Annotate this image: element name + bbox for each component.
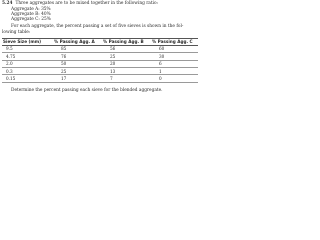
header-passing-agg-c: % Passing Agg. C — [151, 38, 198, 45]
agg-b-cell: 25 — [102, 53, 151, 60]
description-line: For each aggregate, the percent passing a set of five sieves is shown in the fol- — [11, 24, 184, 29]
sieve-size-cell: 4.75 — [2, 53, 53, 60]
agg-c-cell: 0 — [151, 75, 198, 82]
problem-number: 5.24 — [2, 1, 13, 6]
sieve-size-cell: 9.5 — [2, 45, 53, 52]
agg-a-cell: 50 — [53, 60, 102, 67]
sieve-size-cell: 0.3 — [2, 68, 53, 75]
agg-a-cell: 76 — [53, 53, 102, 60]
proportion-list — [11, 7, 51, 23]
table-row — [2, 53, 198, 60]
table-row — [2, 60, 198, 67]
table-header-row — [2, 38, 198, 45]
problem-intro-text: Three aggregates are to be mixed together in the following ratio: — [15, 1, 158, 6]
sieve-size-cell: 0.15 — [2, 75, 53, 82]
proportion-aggregate-a: Aggregate A: 35% — [11, 6, 51, 12]
proportion-aggregate-c: Aggregate C: 25% — [11, 17, 51, 23]
agg-c-cell: 6 — [151, 60, 198, 67]
agg-b-cell: 56 — [102, 45, 151, 52]
proportion-aggregate-b: Aggregate B: 40% — [11, 11, 51, 17]
agg-b-cell: 13 — [102, 68, 151, 75]
header-passing-agg-b: % Passing Agg. B — [102, 38, 151, 45]
problem-description — [2, 24, 198, 35]
agg-b-cell: 7 — [102, 75, 151, 82]
problem-question: Determine the percent passing each sieve for the blended aggregate. — [11, 88, 163, 93]
agg-c-cell: 1 — [151, 68, 198, 75]
header-sieve-size: Sieve Size (mm) — [2, 38, 53, 45]
table-row — [2, 45, 198, 52]
agg-a-cell: 17 — [53, 75, 102, 82]
description-line: lowing table: — [2, 29, 31, 35]
table-row — [2, 75, 198, 82]
agg-a-cell: 25 — [53, 68, 102, 75]
textbook-page — [0, 0, 200, 103]
sieve-analysis-table — [2, 38, 198, 83]
header-passing-agg-a: % Passing Agg. A — [53, 38, 102, 45]
agg-b-cell: 20 — [102, 60, 151, 67]
agg-c-cell: 30 — [151, 53, 198, 60]
table-row — [2, 68, 198, 75]
agg-c-cell: 60 — [151, 45, 198, 52]
sieve-size-cell: 2.0 — [2, 60, 53, 67]
agg-a-cell: 85 — [53, 45, 102, 52]
